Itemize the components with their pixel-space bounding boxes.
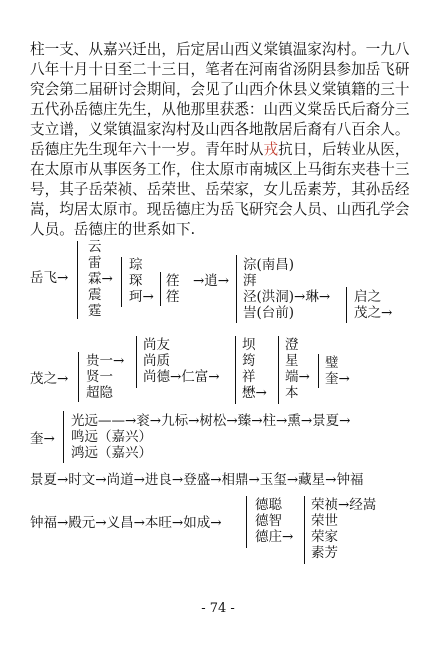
tree-node: 荣祯→经嵩	[311, 497, 377, 513]
bracket-line	[346, 287, 347, 323]
tree-node: 端→	[285, 369, 310, 385]
tree-node: 星	[285, 353, 299, 369]
tree-node: 尚德→仁富→	[143, 369, 220, 385]
page-number: - 74 -	[201, 601, 235, 616]
bracket-line	[236, 255, 237, 323]
bracket-line	[304, 496, 305, 564]
text-line: 柱一支、从嘉兴迁出，后定居山西义棠镇温家沟村。一九八	[30, 41, 410, 58]
text-line: 究会第二届研讨会期间，会见了山西介休县义棠镇籍的三十	[30, 81, 410, 98]
tree-node: 钟福→殿元→义昌→本旺→如成→	[30, 515, 222, 531]
bracket-line	[77, 241, 78, 319]
text-line: 八年十月十日至二十三日，笔者在河南省汤阴县参加岳飞研	[30, 61, 410, 78]
body-paragraph	[30, 40, 412, 240]
tree-node: 䇮	[166, 289, 180, 305]
tree-node: 贤一	[86, 369, 113, 385]
text-fragment: 抗日，后转业从医，	[278, 141, 410, 158]
tree-node: 奎→	[325, 371, 350, 387]
tree-node: 鸣远（嘉兴）	[71, 429, 152, 445]
tree-node: 珂→	[129, 289, 154, 305]
tree-node: 超隐	[86, 385, 113, 401]
tree-node: →逍→	[193, 273, 230, 289]
text-line	[30, 140, 412, 160]
tree-node: 琛	[129, 273, 143, 289]
tree-node: 德聪	[255, 497, 282, 513]
bracket-line	[121, 257, 122, 307]
tree-node: 云	[88, 239, 102, 255]
text-line: 支立谱，义棠镇温家沟村及山西各地散居后裔有八百余人。	[30, 121, 410, 138]
tree-node: 訔(台前)	[243, 305, 295, 321]
tree-node: 素芳	[311, 545, 338, 561]
tree-node: 泾(洪洞)→琳→	[243, 289, 331, 305]
tree-node: 雷	[88, 255, 102, 271]
text-fragment: 岳德庄先生现年六十一岁。青年时从	[30, 141, 264, 158]
tree-node: 筠	[242, 353, 256, 369]
tree-node: 奎→	[30, 431, 55, 447]
tree-node: 淙(南昌)	[243, 257, 295, 273]
tree-node: 尚质	[143, 353, 170, 369]
bracket-line	[160, 272, 161, 306]
tree-node: 德庄→	[255, 529, 294, 545]
bracket-line	[318, 354, 319, 388]
text-line: 嵩，均居太原市。现岳德庄为岳飞研究会人员、山西孔学会	[30, 201, 410, 218]
tree-node: 启之	[354, 289, 381, 305]
tree-node: 本	[285, 385, 299, 401]
bracket-line	[278, 336, 279, 404]
bracket-line	[63, 411, 64, 463]
tree-node: 尚友	[143, 337, 170, 353]
tree-node: 贵一→	[86, 353, 125, 369]
tree-node: 鸿远（嘉兴）	[71, 445, 152, 461]
tree-node: 荣家	[311, 529, 338, 545]
genealogy-line-4: 景夏→时文→尚道→进良→登盛→相鼎→玉玺→藏星→钟福	[30, 472, 364, 488]
bracket-line	[78, 352, 79, 402]
text-line: 在太原市从事医务工作，住太原市南城区上马街东夹巷十三	[30, 161, 410, 178]
tree-node: 霆	[88, 303, 102, 319]
tree-node: 澄	[285, 337, 299, 353]
tree-node: 湃	[243, 273, 257, 289]
tree-node: 德智	[255, 513, 282, 529]
bracket-line	[246, 496, 247, 548]
tree-node: 坝	[242, 337, 256, 353]
tree-node: 茂之→	[30, 371, 69, 387]
text-line: 五代孙岳德庄先生，从他那里获悉：山西义棠岳氏后裔分三	[30, 101, 410, 118]
text-line: 号，其子岳荣祯、岳荣世、岳荣家，女儿岳素芳，其孙岳经	[30, 181, 410, 198]
tree-node: 祥	[242, 369, 256, 385]
tree-node: 琮	[129, 257, 143, 273]
tree-node: 茂之→	[354, 305, 393, 321]
tree-node: 懋→	[242, 385, 267, 401]
text-line: 人员。岳德庄的世系如下.	[30, 221, 196, 238]
highlighted-character: 戎	[263, 141, 279, 158]
bracket-line	[136, 336, 137, 388]
bracket-line	[235, 336, 236, 404]
tree-node: 震	[88, 287, 102, 303]
tree-node: 光远——→衮→九标→树松→臻→柱→熏→景夏→	[71, 413, 351, 429]
tree-node: 䇮	[166, 273, 180, 289]
tree-node: 霖→	[88, 271, 113, 287]
tree-node: 荣世	[311, 513, 338, 529]
tree-node: 璧	[325, 355, 339, 371]
tree-node: 岳飞→	[30, 270, 69, 286]
